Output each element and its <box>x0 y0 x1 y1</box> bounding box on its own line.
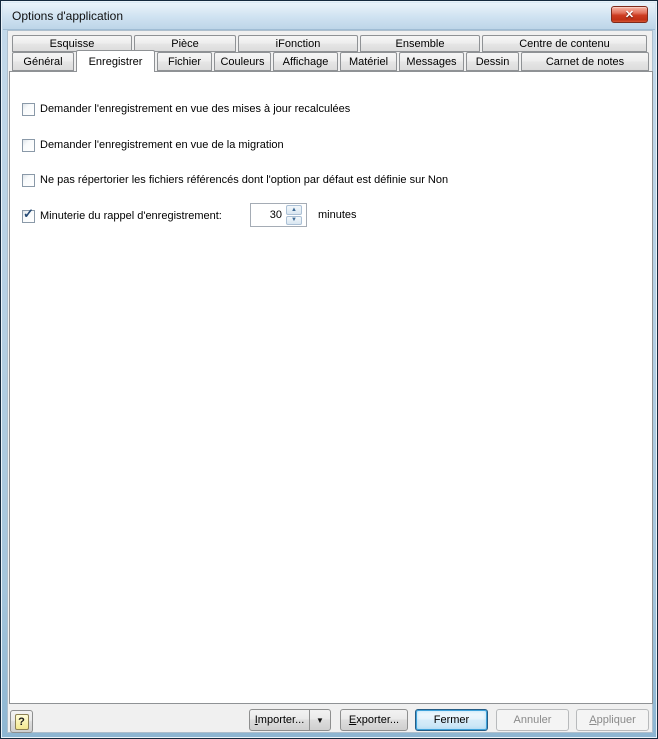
minutes-label: minutes <box>318 209 357 221</box>
tab-label: Couleurs <box>220 55 265 68</box>
option-row <box>22 172 448 188</box>
help-button[interactable] <box>10 710 33 733</box>
appliquer-label: Appliquer <box>589 714 636 726</box>
annuler-button-disabled[interactable] <box>496 709 569 731</box>
tab-general[interactable] <box>12 52 74 71</box>
tab-label: Ensemble <box>395 37 445 50</box>
checkbox-label: Ne pas répertorier les fichiers référencés dont l'option par défaut est définie sur Non <box>40 174 449 186</box>
tab-label: Dessin <box>475 55 510 68</box>
spin-up-icon: ▲ <box>291 206 297 213</box>
tab-fichier[interactable] <box>157 52 212 71</box>
help-icon <box>15 714 29 730</box>
tab-centre-de-contenu[interactable] <box>482 35 647 52</box>
checkbox-label: Demander l'enregistrement en vue de la migration <box>40 139 284 151</box>
close-button[interactable] <box>611 6 648 23</box>
checkbox-label: Demander l'enregistrement en vue des mises à jour recalculées <box>40 103 351 115</box>
tab-row-lower <box>12 52 651 71</box>
option-row <box>22 137 284 153</box>
tab-dessin[interactable] <box>466 52 519 71</box>
tab-label: Pièce <box>171 37 199 50</box>
spin-down-icon: ▼ <box>291 217 297 224</box>
tab-label: Affichage <box>282 55 329 68</box>
dialog-client-area <box>7 30 653 733</box>
tab-label: Général <box>23 55 63 68</box>
tab-label: Fichier <box>167 55 201 68</box>
tab-messages[interactable] <box>399 52 464 71</box>
tab-label: iFonction <box>275 37 321 50</box>
importer-label: Importer... <box>254 714 305 726</box>
tab-label: Carnet de notes <box>545 55 625 68</box>
enregistrer-tab-panel <box>9 71 653 704</box>
exporter-label: Exporter... <box>348 714 400 726</box>
spin-buttons <box>285 204 303 226</box>
tab-label: Enregistrer <box>88 55 143 68</box>
spin-down-button[interactable] <box>286 216 302 226</box>
checkbox-demander-enregistrement-recalcul[interactable] <box>22 103 35 116</box>
timer-minutes-input[interactable] <box>251 204 285 226</box>
tab-affichage[interactable] <box>273 52 338 71</box>
spin-up-button[interactable] <box>286 205 302 215</box>
tab-couleurs[interactable] <box>214 52 271 71</box>
window-title: Options d'application <box>12 9 124 23</box>
appliquer-button-disabled[interactable] <box>576 709 649 731</box>
checkbox-demander-enregistrement-migration[interactable] <box>22 139 35 152</box>
option-row <box>22 205 222 224</box>
tab-label: Esquisse <box>49 37 95 50</box>
annuler-label: Annuler <box>513 714 552 726</box>
question-mark: ? <box>18 715 25 728</box>
option-row <box>22 101 350 117</box>
tab-carnet-de-notes[interactable] <box>521 52 649 71</box>
tab-ensemble[interactable] <box>360 35 480 52</box>
close-icon: ✕ <box>624 9 635 21</box>
importer-split-button[interactable] <box>249 709 331 731</box>
tab-ifonction[interactable] <box>238 35 358 52</box>
exporter-button[interactable] <box>340 709 408 731</box>
titlebar[interactable] <box>3 3 655 30</box>
checkbox-minuterie-rappel[interactable] <box>22 205 35 223</box>
fermer-label: Fermer <box>433 714 470 726</box>
checkmark-icon: ✓ <box>23 205 34 221</box>
tab-enregistrer-active[interactable] <box>76 50 155 72</box>
tab-label: Matériel <box>348 55 389 68</box>
tab-label: Centre de contenu <box>519 37 610 50</box>
tab-label: Messages <box>406 55 457 68</box>
tab-materiel[interactable] <box>340 52 397 71</box>
checkbox-ne-pas-repertorier-fichiers[interactable] <box>22 174 35 187</box>
fermer-button[interactable] <box>415 709 488 731</box>
checkbox-label: Minuterie du rappel d'enregistrement: <box>40 210 222 222</box>
timer-minutes-spinner <box>250 203 307 227</box>
dropdown-arrow-icon[interactable]: ▼ <box>316 715 324 725</box>
